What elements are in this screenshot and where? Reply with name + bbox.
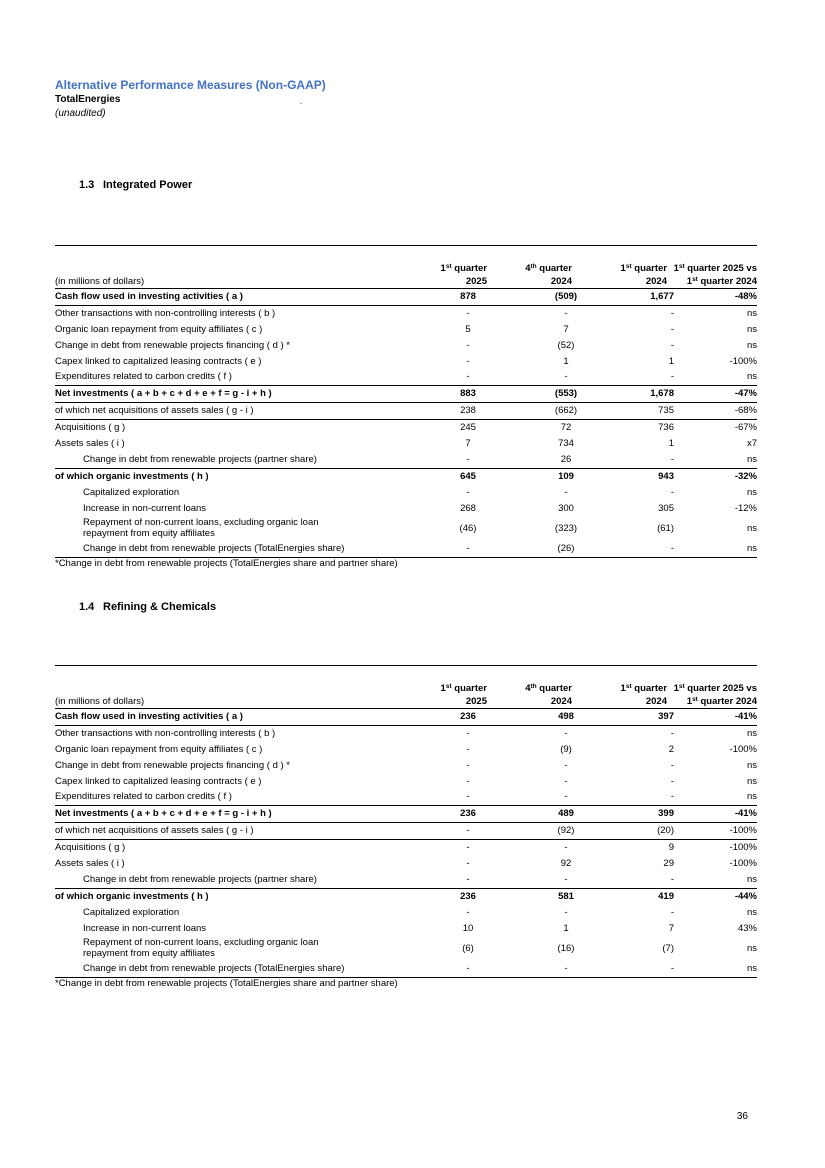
column-period xyxy=(441,262,487,275)
table-row xyxy=(55,742,757,758)
row-value: ns xyxy=(746,486,757,498)
row-value: 419 xyxy=(658,890,674,902)
integrated-power-table xyxy=(55,245,757,570)
row-value: -12% xyxy=(734,502,757,514)
row-value: - xyxy=(564,906,568,918)
row-value: 1 xyxy=(668,438,674,450)
column-period-number: 1 xyxy=(440,683,446,694)
row-value: ns xyxy=(746,307,757,319)
row-value: - xyxy=(564,791,568,803)
row-value: - xyxy=(564,873,568,885)
row-label: of which net acquisitions of assets sales ( g - i ) xyxy=(55,825,254,837)
row-value: ns xyxy=(746,906,757,918)
row-value: - xyxy=(670,775,674,787)
row-value: (26) xyxy=(557,543,575,555)
column-period-number: 4 xyxy=(525,263,531,274)
unit-label: (in millions of dollars) xyxy=(55,696,145,707)
row-value: 245 xyxy=(460,422,476,434)
row-value: x7 xyxy=(746,438,757,450)
row-value: -32% xyxy=(734,470,757,482)
row-value: ns xyxy=(746,759,757,771)
row-value: 43% xyxy=(737,922,757,934)
column-period-suffix: th xyxy=(530,683,537,690)
table-row xyxy=(55,322,757,338)
row-value: 489 xyxy=(558,808,574,820)
row-label xyxy=(83,937,319,959)
column-period-suffix: st xyxy=(445,263,452,270)
table-header xyxy=(55,666,757,709)
row-value: - xyxy=(670,963,674,975)
row-value: -68% xyxy=(734,405,757,417)
row-value: (92) xyxy=(557,825,575,837)
row-value: - xyxy=(466,355,470,367)
column-period-number: 1 xyxy=(620,263,626,274)
section-number: 1.4 xyxy=(79,601,95,613)
section-name: Refining & Chemicals xyxy=(103,601,217,613)
row-label-line: repayment from equity affiliates xyxy=(83,948,215,960)
row-value: 9 xyxy=(668,842,674,854)
column-period-number: 1 xyxy=(620,683,626,694)
row-value: 1,678 xyxy=(650,388,674,400)
row-value: - xyxy=(670,453,674,465)
row-value: 268 xyxy=(460,502,476,514)
row-label: Other transactions with non-controlling interests ( b ) xyxy=(55,307,276,319)
row-value: 399 xyxy=(658,808,674,820)
row-value: - xyxy=(466,743,470,755)
column-period xyxy=(525,682,572,695)
section-number: 1.3 xyxy=(79,179,95,191)
section-title-refining-chemicals xyxy=(79,601,216,613)
row-value: - xyxy=(466,371,470,383)
row-label: of which organic investments ( h ) xyxy=(55,470,209,482)
row-value: (46) xyxy=(459,523,477,535)
row-value: - xyxy=(564,307,568,319)
row-label: Capitalized exploration xyxy=(83,486,180,498)
row-value: - xyxy=(466,906,470,918)
row-label: Increase in non-current loans xyxy=(83,502,207,514)
column-period-word: quarter xyxy=(539,683,572,694)
column-period-suffix: st xyxy=(625,263,632,270)
row-value: ns xyxy=(746,943,757,955)
row-value: 92 xyxy=(560,858,572,870)
column-header xyxy=(674,682,757,708)
row-value: ns xyxy=(746,791,757,803)
table-row xyxy=(55,403,757,420)
row-value: - xyxy=(466,825,470,837)
row-value: - xyxy=(670,486,674,498)
column-compare-number: 1 xyxy=(686,276,693,287)
row-value: 943 xyxy=(658,470,674,482)
table-row xyxy=(55,541,757,558)
row-value: - xyxy=(466,759,470,771)
row-value: 236 xyxy=(460,711,476,722)
row-value: - xyxy=(670,759,674,771)
row-value: 397 xyxy=(658,711,674,722)
row-label: Cash flow used in investing activities ( a ) xyxy=(55,711,243,722)
row-value: 7 xyxy=(563,323,569,335)
table-row xyxy=(55,961,757,978)
column-period-suffix: st xyxy=(625,683,632,690)
column-compare-text: quarter 2025 vs xyxy=(687,683,757,694)
row-label: Assets sales ( i ) xyxy=(55,438,125,450)
row-value: (662) xyxy=(554,405,578,417)
row-label: Acquisitions ( g ) xyxy=(55,422,126,434)
row-value: -100% xyxy=(729,842,757,854)
row-value: - xyxy=(466,453,470,465)
row-value: - xyxy=(670,339,674,351)
table-row xyxy=(55,774,757,790)
row-value: 1,677 xyxy=(650,291,674,302)
section-title-integrated-power xyxy=(79,179,192,191)
row-label-line: repayment from equity affiliates xyxy=(83,528,215,540)
column-compare-top xyxy=(674,682,757,695)
row-value: 26 xyxy=(560,453,572,465)
table-row xyxy=(55,354,757,370)
table-row xyxy=(55,872,757,889)
table-row xyxy=(55,758,757,774)
row-value: (16) xyxy=(557,943,575,955)
row-value: - xyxy=(466,963,470,975)
table-row xyxy=(55,501,757,517)
column-compare-number: 1 xyxy=(673,263,679,274)
row-label: of which organic investments ( h ) xyxy=(55,890,209,902)
row-value: ns xyxy=(746,727,757,739)
row-label-line: Repayment of non-current loans, excluding organic loan xyxy=(83,937,319,949)
table-row xyxy=(55,452,757,469)
table-row xyxy=(55,306,757,322)
row-label: Expenditures related to carbon credits ( f ) xyxy=(55,371,232,383)
row-value: - xyxy=(670,873,674,885)
document-header xyxy=(55,77,326,121)
row-value: - xyxy=(466,543,470,555)
column-compare-text: quarter 2025 vs xyxy=(687,263,757,274)
column-header xyxy=(674,262,757,288)
row-value: ns xyxy=(746,873,757,885)
row-value: 878 xyxy=(460,291,476,302)
table-row xyxy=(55,485,757,501)
column-period xyxy=(621,262,667,275)
row-value: 883 xyxy=(460,388,476,400)
column-period-suffix: st xyxy=(445,683,452,690)
row-value: 72 xyxy=(560,422,572,434)
column-compare-text: quarter 2024 xyxy=(700,696,757,707)
row-value: -100% xyxy=(729,858,757,870)
column-period-suffix: th xyxy=(530,263,537,270)
row-value: (61) xyxy=(657,523,674,535)
row-value: ns xyxy=(746,323,757,335)
table-row xyxy=(55,386,757,403)
column-compare-bottom xyxy=(674,695,757,708)
column-period-word: quarter xyxy=(454,683,487,694)
column-header xyxy=(441,682,487,708)
row-value: 581 xyxy=(558,890,574,902)
row-value: - xyxy=(670,791,674,803)
table-header xyxy=(55,246,757,289)
row-value: (7) xyxy=(662,943,674,955)
row-value: (20) xyxy=(657,825,674,837)
row-value: -67% xyxy=(734,422,757,434)
row-value: 734 xyxy=(558,438,574,450)
row-value: 300 xyxy=(558,502,574,514)
row-value: (6) xyxy=(462,943,474,955)
row-value: - xyxy=(466,842,470,854)
row-label: Assets sales ( i ) xyxy=(55,858,125,870)
row-value: - xyxy=(564,963,568,975)
column-year: 2025 xyxy=(465,696,487,707)
column-compare-text: quarter 2024 xyxy=(700,276,757,287)
table-footnote: *Change in debt from renewable projects (TotalEnergies share and partner share) xyxy=(55,558,398,570)
column-period-word: quarter xyxy=(454,263,487,274)
row-value: - xyxy=(670,727,674,739)
table-row xyxy=(55,921,757,937)
table-row xyxy=(55,436,757,452)
column-compare-suffix: st xyxy=(678,263,685,270)
row-value: ns xyxy=(746,543,757,555)
column-year: 2024 xyxy=(550,696,572,707)
row-value: 236 xyxy=(460,890,476,902)
row-value: 7 xyxy=(668,922,674,934)
row-value: - xyxy=(564,727,568,739)
row-value: - xyxy=(670,371,674,383)
row-value: 498 xyxy=(558,711,574,722)
table-row xyxy=(55,823,757,840)
row-value: 1 xyxy=(563,922,569,934)
row-label: Expenditures related to carbon credits ( f ) xyxy=(55,791,232,803)
row-label: Net investments ( a + b + c + d + e + f = g - i + h ) xyxy=(55,808,272,820)
row-value: -41% xyxy=(734,711,757,722)
row-label: Organic loan repayment from equity affiliates ( c ) xyxy=(55,743,263,755)
row-value: -100% xyxy=(729,355,757,367)
column-compare-suffix: st xyxy=(692,276,698,283)
column-compare-suffix: st xyxy=(678,683,685,690)
table-row xyxy=(55,420,757,436)
table-row xyxy=(55,369,757,386)
table-row xyxy=(55,338,757,354)
row-value: -44% xyxy=(734,890,757,902)
row-value: - xyxy=(564,371,568,383)
column-period-number: 1 xyxy=(440,263,446,274)
row-value: 236 xyxy=(460,808,476,820)
row-value: 238 xyxy=(460,405,476,417)
page-number: 36 xyxy=(736,1111,748,1122)
row-value: - xyxy=(466,339,470,351)
row-value: - xyxy=(466,791,470,803)
row-value: ns xyxy=(746,371,757,383)
column-period-word: quarter xyxy=(539,263,572,274)
row-label: Change in debt from renewable projects financing ( d ) * xyxy=(55,759,290,771)
row-label: Change in debt from renewable projects (partner share) xyxy=(83,873,317,885)
row-value: -41% xyxy=(734,808,757,820)
row-value: 736 xyxy=(658,422,674,434)
table-row xyxy=(55,905,757,921)
column-year: 2025 xyxy=(465,276,487,287)
refining-chemicals-table xyxy=(55,665,757,990)
column-year: 2024 xyxy=(645,276,667,287)
row-value: ns xyxy=(746,453,757,465)
row-value: - xyxy=(564,842,568,854)
row-value: -47% xyxy=(734,388,757,400)
row-label: Increase in non-current loans xyxy=(83,922,207,934)
row-value: - xyxy=(466,486,470,498)
table-row xyxy=(55,516,757,541)
row-label-line: Repayment of non-current loans, excluding organic loan xyxy=(83,517,319,529)
row-value: - xyxy=(670,307,674,319)
row-value: (509) xyxy=(554,291,578,302)
row-value: (52) xyxy=(557,339,575,351)
row-value: (553) xyxy=(554,388,578,400)
row-label: Change in debt from renewable projects financing ( d ) * xyxy=(55,339,290,351)
row-value: ns xyxy=(746,963,757,975)
column-period xyxy=(441,682,487,695)
row-label: Change in debt from renewable projects (TotalEnergies share) xyxy=(83,543,345,555)
column-header xyxy=(525,682,572,708)
row-value: 2 xyxy=(668,743,674,755)
row-label: of which net acquisitions of assets sales ( g - i ) xyxy=(55,405,254,417)
row-value: - xyxy=(564,486,568,498)
row-label: Capitalized exploration xyxy=(83,906,180,918)
row-value: (9) xyxy=(560,743,572,755)
column-year: 2024 xyxy=(550,276,572,287)
section-name: Integrated Power xyxy=(103,179,193,191)
row-value: 1 xyxy=(668,355,674,367)
table-row xyxy=(55,889,757,905)
row-label: Capex linked to capitalized leasing contracts ( e ) xyxy=(55,775,262,787)
unaudited-note: (unaudited) xyxy=(55,108,106,119)
company-name: TotalEnergies xyxy=(55,94,121,105)
row-value: - xyxy=(466,307,470,319)
row-value: 305 xyxy=(658,502,674,514)
row-value: - xyxy=(670,323,674,335)
row-value: - xyxy=(466,873,470,885)
row-label: Acquisitions ( g ) xyxy=(55,842,126,854)
table-row xyxy=(55,806,757,823)
row-value: ns xyxy=(746,339,757,351)
row-value: - xyxy=(564,759,568,771)
row-label: Organic loan repayment from equity affiliates ( c ) xyxy=(55,323,263,335)
column-compare-number: 1 xyxy=(673,683,679,694)
column-period xyxy=(621,682,667,695)
column-header xyxy=(621,262,667,288)
row-value: ns xyxy=(746,775,757,787)
row-value: - xyxy=(670,906,674,918)
row-value: - xyxy=(564,775,568,787)
column-year: 2024 xyxy=(645,696,667,707)
row-value: - xyxy=(466,775,470,787)
column-period-number: 4 xyxy=(525,683,531,694)
column-header xyxy=(441,262,487,288)
stray-dot: . xyxy=(300,97,303,106)
row-value: ns xyxy=(746,523,757,535)
column-period-word: quarter xyxy=(634,683,667,694)
row-value: 5 xyxy=(465,323,471,335)
column-period xyxy=(525,262,572,275)
column-compare-bottom xyxy=(674,275,757,288)
table-row xyxy=(55,840,757,856)
row-value: -100% xyxy=(729,743,757,755)
row-label xyxy=(83,517,319,539)
table-row xyxy=(55,469,757,485)
row-value: - xyxy=(466,858,470,870)
column-header xyxy=(621,682,667,708)
column-compare-suffix: st xyxy=(692,696,698,703)
row-value: 7 xyxy=(465,438,471,450)
row-label: Net investments ( a + b + c + d + e + f = g - i + h ) xyxy=(55,388,272,400)
row-value: 735 xyxy=(658,405,674,417)
row-value: - xyxy=(670,543,674,555)
row-value: (323) xyxy=(554,523,578,535)
table-row xyxy=(55,936,757,961)
row-value: 645 xyxy=(460,470,476,482)
column-compare-number: 1 xyxy=(686,696,693,707)
row-value: - xyxy=(466,727,470,739)
document-title: Alternative Performance Measures (Non-GAAP) xyxy=(55,78,326,92)
table-row xyxy=(55,789,757,806)
column-period-word: quarter xyxy=(634,263,667,274)
row-value: 109 xyxy=(558,470,574,482)
column-header xyxy=(525,262,572,288)
unit-label: (in millions of dollars) xyxy=(55,276,145,287)
row-label: Change in debt from renewable projects (partner share) xyxy=(83,453,317,465)
table-row xyxy=(55,856,757,872)
row-value: -100% xyxy=(729,825,757,837)
table-footnote: *Change in debt from renewable projects (TotalEnergies share and partner share) xyxy=(55,978,398,990)
row-value: 29 xyxy=(663,858,674,870)
row-label: Capex linked to capitalized leasing contracts ( e ) xyxy=(55,355,262,367)
table-row xyxy=(55,726,757,742)
row-value: 1 xyxy=(563,355,569,367)
row-label: Other transactions with non-controlling interests ( b ) xyxy=(55,727,276,739)
table-row xyxy=(55,289,757,306)
row-value: 10 xyxy=(462,922,474,934)
row-label: Cash flow used in investing activities ( a ) xyxy=(55,291,243,302)
row-value: -48% xyxy=(734,291,757,302)
table-row xyxy=(55,709,757,726)
row-label: Change in debt from renewable projects (TotalEnergies share) xyxy=(83,963,345,975)
column-compare-top xyxy=(674,262,757,275)
